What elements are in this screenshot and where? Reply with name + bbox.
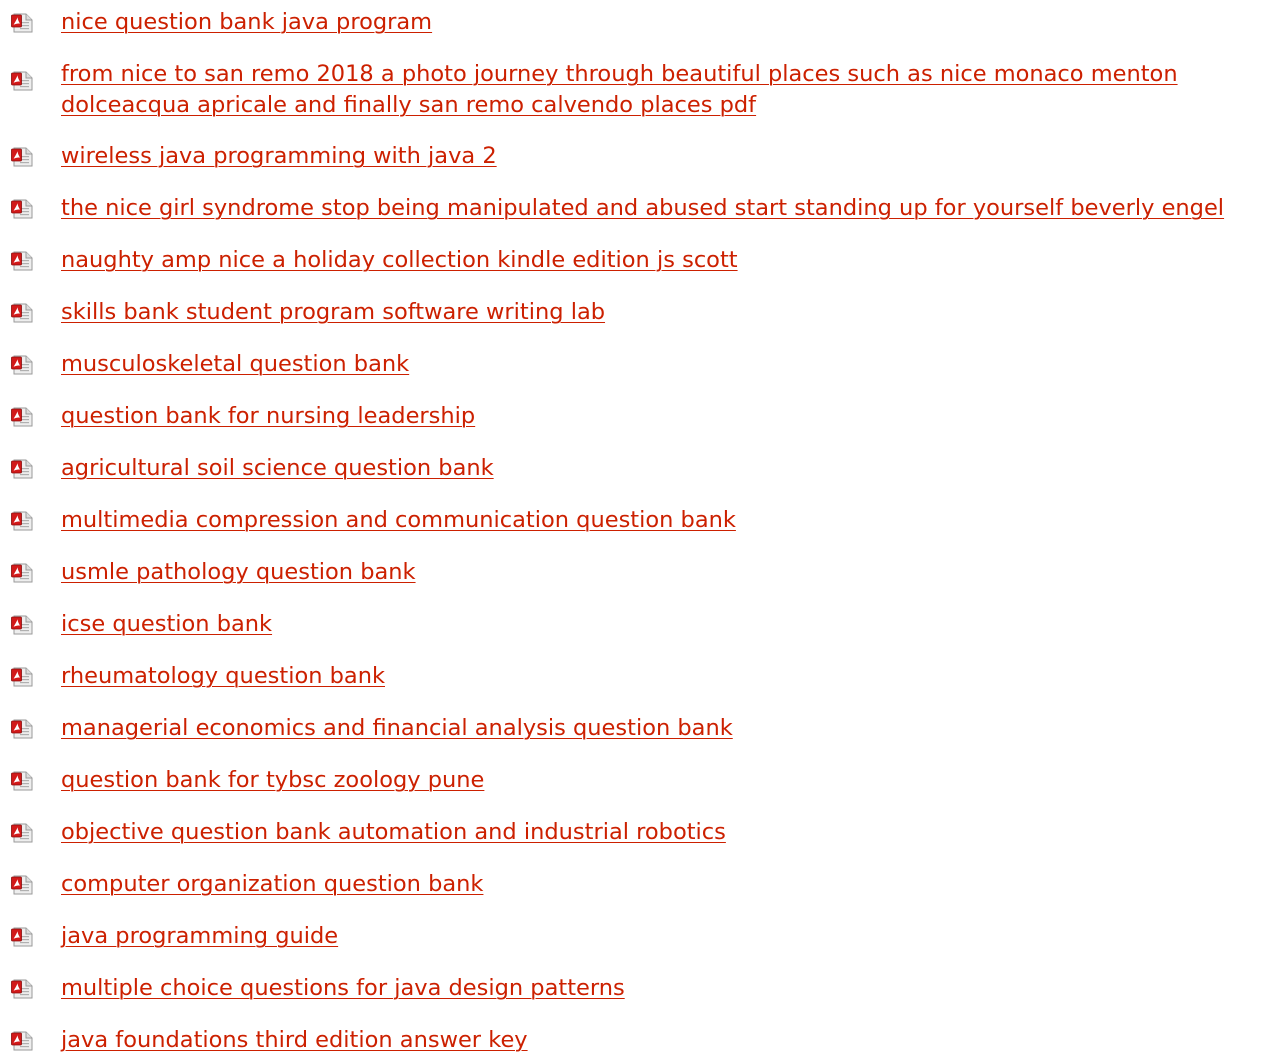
pdf-file-icon	[11, 979, 35, 999]
pdf-file-icon	[11, 407, 35, 427]
pdf-link[interactable]: rheumatology question bank	[61, 663, 385, 689]
pdf-link[interactable]: objective question bank automation and industrial robotics	[61, 819, 726, 845]
pdf-file-icon	[11, 563, 35, 583]
pdf-file-icon	[11, 355, 35, 375]
pdf-file-icon	[11, 615, 35, 635]
pdf-file-icon	[11, 927, 35, 947]
pdf-link[interactable]: multimedia compression and communication question bank	[61, 507, 736, 533]
pdf-link[interactable]: musculoskeletal question bank	[61, 351, 410, 377]
pdf-link[interactable]: skills bank student program software writing lab	[61, 299, 606, 325]
pdf-link[interactable]: managerial economics and financial analysis question bank	[61, 715, 733, 741]
pdf-link[interactable]: the nice girl syndrome stop being manipulated and abused start standing up for yourself beverly engel	[61, 195, 1225, 221]
pdf-link[interactable]: agricultural soil science question bank	[61, 455, 494, 481]
pdf-link[interactable]: computer organization question bank	[61, 871, 484, 897]
pdf-link[interactable]: multiple choice questions for java design patterns	[61, 975, 625, 1001]
pdf-file-icon	[11, 13, 35, 33]
pdf-file-icon	[11, 771, 35, 791]
pdf-file-icon	[11, 511, 35, 531]
pdf-link[interactable]: naughty amp nice a holiday collection kindle edition js scott	[61, 247, 738, 273]
pdf-file-icon	[11, 875, 35, 895]
pdf-link[interactable]: wireless java programming with java 2	[61, 143, 497, 169]
pdf-link[interactable]: java programming guide	[61, 923, 339, 949]
pdf-file-icon	[11, 303, 35, 323]
pdf-link[interactable]: icse question bank	[61, 611, 273, 637]
pdf-link[interactable]: usmle pathology question bank	[61, 559, 416, 585]
pdf-link[interactable]: question bank for nursing leadership	[61, 403, 476, 429]
pdf-file-icon	[11, 667, 35, 687]
pdf-file-icon	[11, 199, 35, 219]
pdf-file-icon	[11, 71, 35, 91]
pdf-link[interactable]: java foundations third edition answer key	[61, 1027, 528, 1052]
pdf-link[interactable]: from nice to san remo 2018 a photo journey through beautiful places such as nice monaco menton dolceacqua apricale and finally san remo calvendo places pdf	[61, 61, 1178, 118]
pdf-file-icon	[11, 147, 35, 167]
pdf-file-icon	[11, 1031, 35, 1051]
pdf-file-icon	[11, 459, 35, 479]
pdf-file-icon	[11, 823, 35, 843]
pdf-file-icon	[11, 719, 35, 739]
pdf-link[interactable]: question bank for tybsc zoology pune	[61, 767, 485, 793]
pdf-link[interactable]: nice question bank java program	[61, 9, 433, 35]
pdf-file-icon	[11, 251, 35, 271]
